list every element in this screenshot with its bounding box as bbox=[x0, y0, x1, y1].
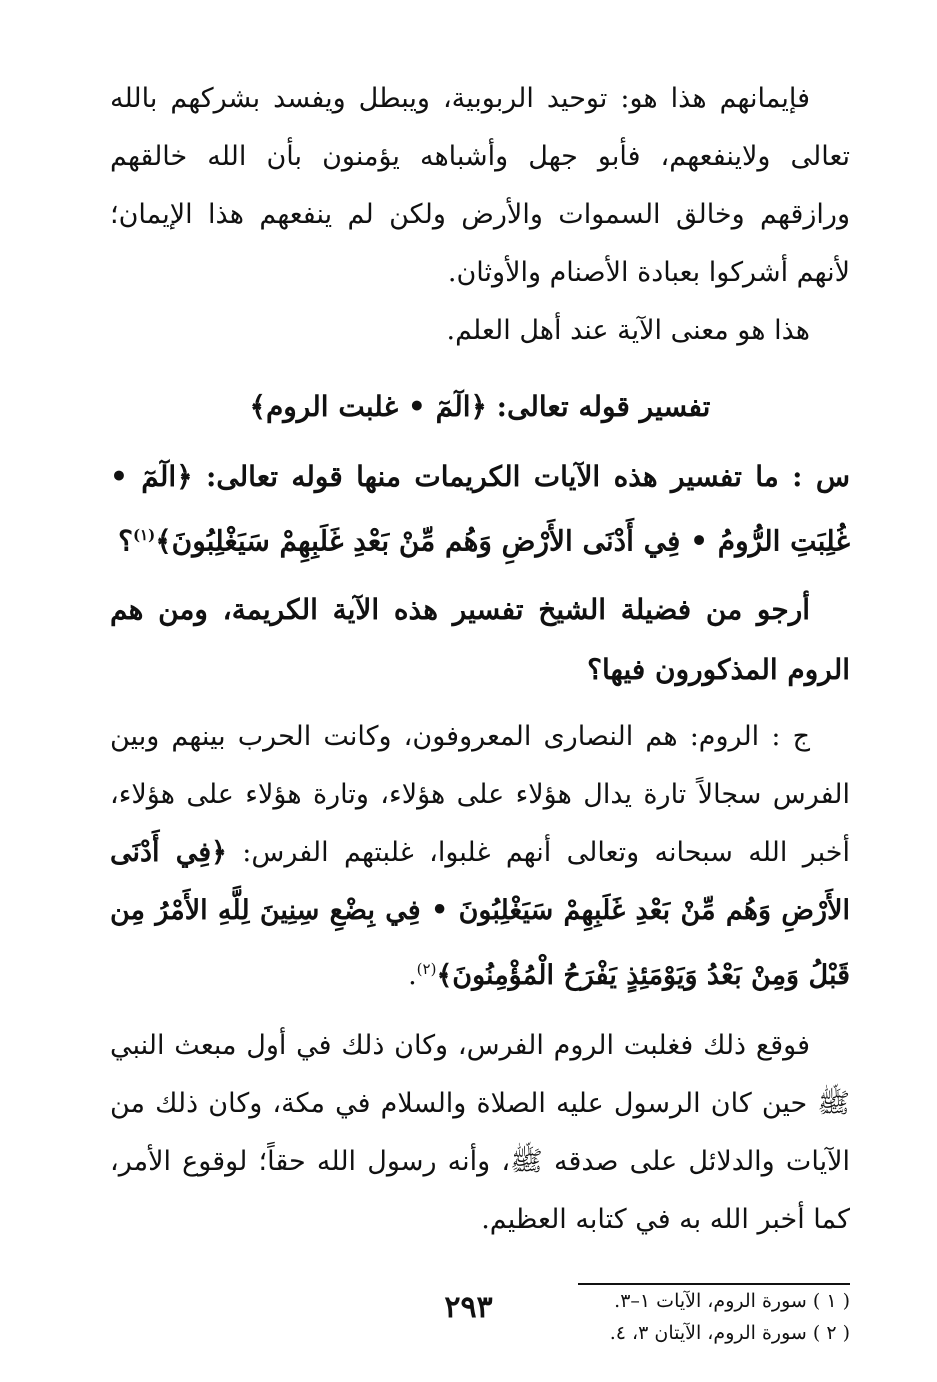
footnote-1: ( ١ ) سورة الروم، الآيات ١–٣. bbox=[614, 1290, 850, 1313]
question-end: ؟ bbox=[118, 524, 133, 558]
page-number: ٢٩٣ bbox=[444, 1290, 493, 1325]
answer-verse: ﴿فِي أَدْنَى الأَرْضِ وَهُم مِّنْ بَعْدِ غَلَبِهِمْ سَيَغْلِبُونَ • فِي بِضْعِ سِنِينَ لِلَّهِ الأَمْرُ مِن قَبْلُ وَمِنْ بَعْدُ وَيَوْمَئِذٍ يَفْرَحُ الْمُؤْمِنُونَ﴾ bbox=[110, 837, 850, 992]
footnote-2: ( ٢ ) سورة الروم، الآيتان ٣، ٤. bbox=[609, 1322, 850, 1345]
answer-paragraph-2: فوقع ذلك فغلبت الروم الفرس، وكان ذلك في أول مبعث النبي ﷺ حين كان الرسول عليه الصلاة والسلام في مكة، وكان ذلك من الآيات والدلائل على صدقه ﷺ، وأنه رسول الله حقاً؛ لوقوع الأمر، كما أخبر الله به في كتابه العظيم. bbox=[110, 1030, 850, 1236]
question-verse: ﴿الٓمٓ • غُلِبَتِ الرُّومُ • فِي أَدْنَى الأَرْضِ وَهُم مِّنْ بَعْدِ غَلَبِهِمْ سَيَغْلِبُونَ﴾ bbox=[110, 460, 850, 558]
footnote-ref-2: (٢) bbox=[416, 960, 437, 979]
answer-text: ج : الروم: هم النصارى المعروفون، وكانت الحرب بينهم وبين الفرس سجالاً تارة يدال هؤلاء على هؤلاء، وتارة هؤلاء على هؤلاء، أخبر الله سبحانه وتعالى أنهم غلبوا، غلبتهم الفرس: bbox=[110, 721, 850, 869]
answer-end: . bbox=[408, 960, 417, 992]
question-text: س : ما تفسير هذه الآيات الكريمات منها قوله تعالى: bbox=[192, 460, 850, 493]
intro-paragraph-2: هذا هو معنى الآية عند أهل العلم. bbox=[446, 315, 810, 346]
intro-paragraph-1: فإيمانهم هذا هو: توحيد الربوبية، ويبطل ويفسد بشركهم بالله تعالى ولاينفعهم، فأبو جهل وأشباهه يؤمنون بأن الله خالقهم ورازقهم وخالق السموات والأرض ولكن لم ينفعهم هذا الإيمان؛ لأنهم أشركوا بعبادة الأصنام والأوثان. bbox=[110, 83, 850, 288]
answer-paragraph bbox=[110, 708, 850, 1005]
question-paragraph bbox=[110, 448, 850, 570]
section-heading: تفسير قوله تعالى: ﴿الٓمٓ • غلبت الروم﴾ bbox=[249, 390, 711, 423]
page-body bbox=[110, 70, 850, 1349]
question-paragraph-2: أرجو من فضيلة الشيخ تفسير هذه الآية الكريمة، ومن هم الروم المذكورون فيها؟ bbox=[110, 593, 850, 687]
footnote-ref-1: (١) bbox=[132, 526, 156, 544]
